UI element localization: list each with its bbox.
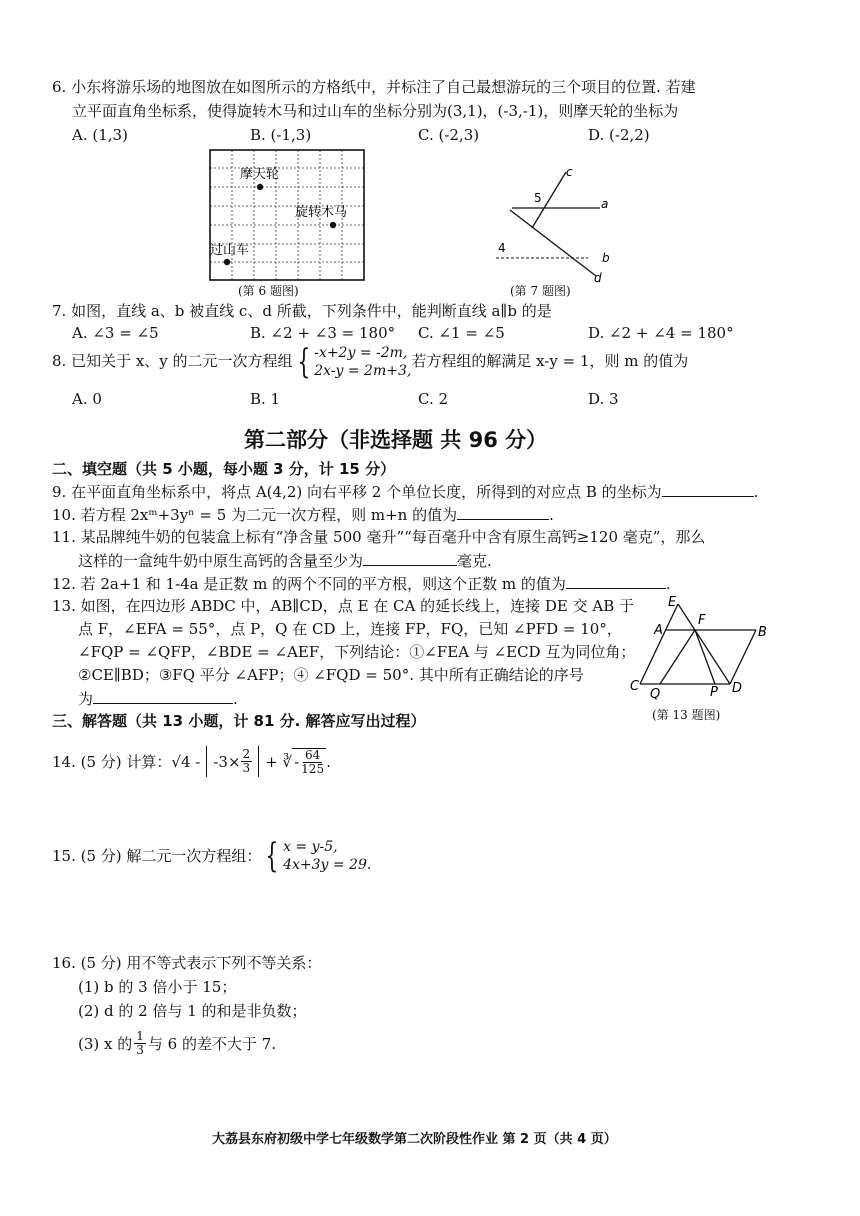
q14 [52,746,331,777]
q16-item-1: (1) b 的 3 倍小于 15； [78,978,237,996]
angle-4-label: 4 [498,241,506,255]
q14-plus-root: + ∛ [265,752,293,771]
q8-prefix: 8. 已知关于 x、y 的二元一次方程组 [52,352,293,370]
figure-7-lines [488,164,618,288]
section-2-heading: 二、填空题（共 5 小题，每小题 3 分，计 15 分） [52,460,396,478]
part-2-heading: 第二部分（非选择题 共 96 分） [244,428,548,452]
q9-answer-blank[interactable] [662,480,754,497]
point-f-label: F [698,613,706,628]
q8-option-b: B. 1 [250,390,281,408]
q6-line2: 立平面直角坐标系，使得旋转木马和过山车的坐标分别为(3,1)，(-3,-1)，则摩天轮的坐标为 [72,102,679,120]
line-c-label: c [566,165,573,179]
q6-option-c: C. (-2,3) [418,126,480,144]
q10-answer-blank[interactable] [457,503,549,520]
q14-frac-den: 3 [242,761,251,775]
q12-answer-blank[interactable] [566,572,666,589]
roller-coaster-label: 过山车 [210,243,250,258]
q16-frac-num: 1 [136,1029,144,1043]
carousel-point [330,222,336,228]
q8-option-a: A. 0 [72,390,102,408]
q13-answer-blank[interactable] [93,687,233,704]
q6-line1: 6. 小东将游乐场的地图放在如图所示的方格纸中，并标注了自己最想游玩的三个项目的位置. 若建 [52,78,696,96]
q12-end: . [665,575,671,593]
point-e-label: E [668,595,677,610]
q6-option-d: D. (-2,2) [588,126,650,144]
point-q-label: Q [650,687,661,702]
q11-line2-post: 毫克. [457,552,492,570]
angle-5-label: 5 [534,191,542,205]
q7-option-c: C. ∠1 = ∠5 [418,324,505,342]
q7-option-d: D. ∠2 + ∠4 = 180° [588,324,734,342]
q14-abs-left: -3× [213,752,241,771]
q9-end: . [753,483,759,501]
point-d-label: D [732,681,743,696]
q8-eq1: -x+2y = -2m, [314,345,408,361]
q6-option-a: A. (1,3) [72,126,128,144]
q14-frac2-num: 64 [304,747,321,762]
q11-line2 [78,549,492,572]
q10-end: . [549,506,554,524]
point-b-label: B [758,625,767,640]
q13-line1: 13. 如图，在四边形 ABDC 中，AB∥CD，点 E 在 CA 的延长线上，连接 DE 交 AB 于 [52,597,635,615]
q6-option-b: B. (-1,3) [250,126,312,144]
figure-7-caption: (第 7 题图) [510,284,571,298]
q15-eq1: x = y-5, [283,839,338,855]
q16-item-3 [78,1030,276,1057]
q14-neg: - [294,753,300,771]
q8-eq2: 2x-y = 2m+3, [314,363,412,379]
q13-line2: 点 F，∠EFA = 55°，点 P，Q 在 CD 上，连接 FP，FQ，已知 ∠PFD = 10°， [78,620,622,638]
q12-text: 12. 若 2a+1 和 1-4a 是正数 m 的两个不同的平方根，则这个正数 m 的值为 [52,575,566,593]
q16-item3-pre: (3) x 的 [78,1034,133,1053]
q16-frac-den: 3 [136,1043,144,1057]
figure-13-caption: (第 13 题图) [652,708,721,722]
roller-coaster-point [224,259,230,265]
q16-stem: 16. (5 分) 用不等式表示下列不等关系： [52,954,322,972]
section-3-heading: 三、解答题（共 13 小题，计 81 分. 解答应写出过程） [52,712,426,730]
q8-equation-system: { -x+2y = -2m, 2x-y = 2m+3, [296,342,412,382]
q12 [52,572,671,595]
q16-item-2: (2) d 的 2 倍与 1 的和是非负数； [78,1002,307,1020]
q7-option-b: B. ∠2 + ∠3 = 180° [250,324,396,342]
q15-equation-system: { x = y-5, 4x+3y = 29. [265,836,372,876]
q13-line5-end: . [233,690,238,708]
q8-option-c: C. 2 [418,390,449,408]
line-b-label: b [602,251,610,265]
point-c-label: C [630,679,640,694]
q14-radicand [292,748,326,776]
figure-6-grid-map [200,146,390,296]
q13-line5 [78,687,238,710]
carousel-label: 旋转木马 [295,205,348,220]
figure-13-quadrilateral [628,592,788,708]
q9-text: 9. 在平面直角坐标系中，将点 A(4,2) 向右平移 2 个单位长度，所得到的对应点 B 的坐标为 [52,483,662,501]
ferris-wheel-point [257,184,263,190]
q8-option-d: D. 3 [588,390,619,408]
q14-prefix: 14. (5 分) 计算：√4 - [52,752,201,771]
q15 [52,838,371,874]
q7-option-a: A. ∠3 = ∠5 [72,324,159,342]
figure-6-caption: (第 6 题图) [238,284,299,298]
q16-item3-post: 与 6 的差不大于 7. [147,1034,277,1053]
q14-frac2-den: 125 [301,761,325,776]
point-p-label: P [710,685,718,700]
page-footer: 大荔县东府初级中学七年级数学第二次阶段性作业 第 2 页（共 4 页） [212,1132,617,1147]
q9 [52,480,758,503]
q14-absolute-value [206,746,259,777]
q11-line2-pre: 这样的一盒纯牛奶中原生高钙的含量至少为 [78,552,364,570]
q7-stem: 7. 如图，直线 a、b 被直线 c、d 所截，下列条件中，能判断直线 a∥b 的是 [52,302,552,320]
ferris-wheel-label: 摩天轮 [240,167,280,182]
line-a-label: a [601,197,609,211]
q13-line5-pre: 为 [78,690,94,708]
q14-frac-num: 2 [242,747,251,761]
q10-text: 10. 若方程 2xᵐ+3yⁿ = 5 为二元一次方程，则 m+n 的值为 [52,506,458,524]
q11-answer-blank[interactable] [363,549,457,566]
q14-end: . [326,752,331,771]
q16-fraction [134,1030,146,1057]
q14-fraction-2 [299,749,326,776]
q15-eq2: 4x+3y = 29. [283,857,372,873]
q10 [52,503,554,526]
q14-fraction [241,748,253,775]
line-d-label: d [594,271,602,285]
q8-suffix: 若方程组的解满足 x-y = 1，则 m 的值为 [411,352,689,370]
q8-stem [52,344,688,380]
q11-line1: 11. 某品牌纯牛奶的包装盒上标有“净含量 500 毫升”“每百毫升中含有原生高钙≥120 毫克”，那么 [52,528,706,546]
q15-prefix: 15. (5 分) 解二元一次方程组： [52,847,262,865]
point-a-label: A [654,623,663,638]
q13-line4: ②CE∥BD；③FQ 平分 ∠AFP；④ ∠FQD = 50°. 其中所有正确结论的序号 [78,666,584,684]
q13-line3: ∠FQP = ∠QFP，∠BDE = ∠AEF，下列结论：①∠FEA 与 ∠ECD 互为同位角； [78,643,636,661]
